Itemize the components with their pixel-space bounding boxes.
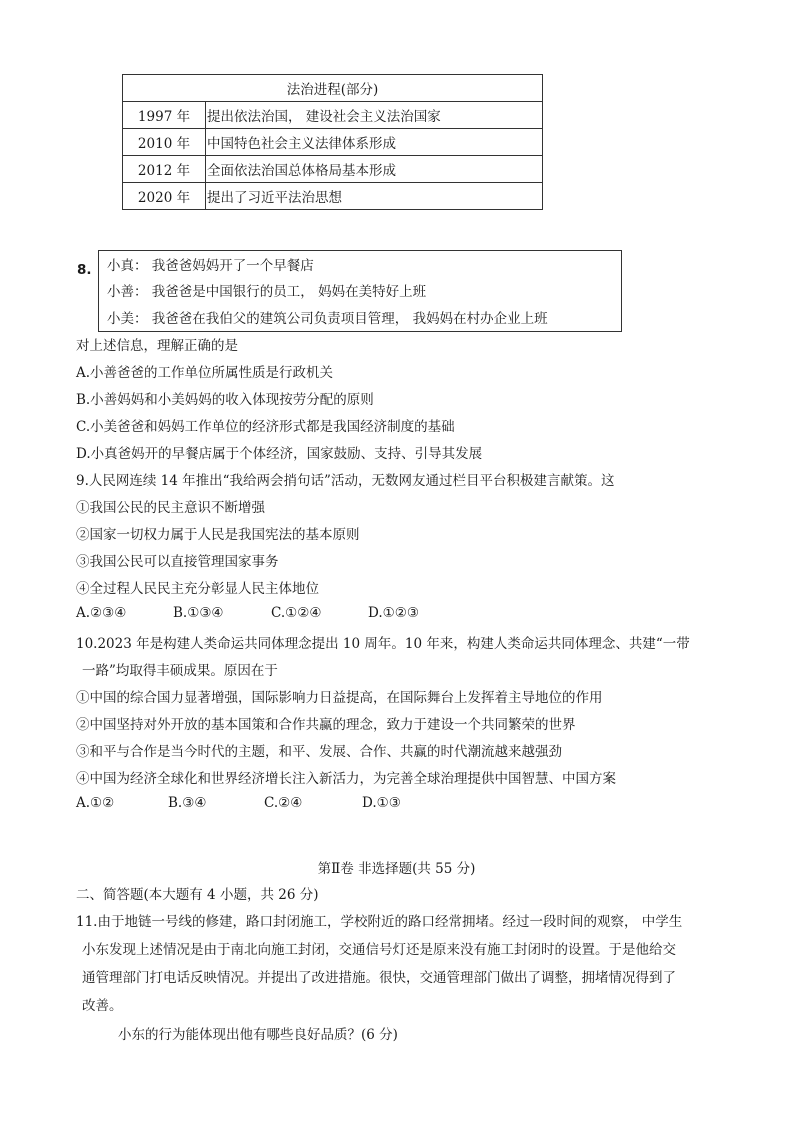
q10-choice-d: D.①③ bbox=[362, 795, 401, 811]
table-year: 2010 年 bbox=[123, 129, 206, 156]
dialogue-line: 小善： 我爸爸是中国银行的员工， 妈妈在美特好上班 bbox=[107, 284, 427, 300]
table-caption: 法治进程(部分) bbox=[123, 75, 543, 102]
q10-statement-1: ①中国的综合国力显著增强，国际影响力日益提高，在国际舞台上发挥着主导地位的作用 bbox=[76, 690, 603, 706]
table-event: 中国特色社会主义法律体系形成 bbox=[206, 129, 543, 156]
table-event: 提出了习近平法治思想 bbox=[206, 183, 543, 210]
dialogue-line: 小真： 我爸爸妈妈开了一个早餐店 bbox=[107, 258, 314, 274]
table-caption-row bbox=[123, 75, 543, 102]
table-year: 2020 年 bbox=[123, 183, 206, 210]
dialogue-line: 小美： 我爸爸在我伯父的建筑公司负责项目管理， 我妈妈在村办企业上班 bbox=[107, 311, 548, 327]
q8-option-d: D.小真爸妈开的早餐店属于个体经济，国家鼓励、支持、引导其发展 bbox=[76, 446, 483, 462]
table-row bbox=[123, 183, 543, 210]
q11-line-3: 通管理部门打电话反映情况。并提出了改进措施。很快，交通管理部门做出了调整，拥堵情况得到了 bbox=[82, 970, 676, 986]
table-row bbox=[123, 129, 543, 156]
q9-statement-3: ③我国公民可以直接管理国家事务 bbox=[76, 554, 279, 570]
table-row bbox=[123, 102, 543, 129]
section-heading: 二、简答题(本大题有 4 小题，共 26 分) bbox=[76, 887, 319, 903]
table-row bbox=[123, 156, 543, 183]
q10-choice-c: C.②④ bbox=[264, 795, 303, 811]
q9-statement-2: ②国家一切权力属于人民是我国宪法的基本原则 bbox=[76, 527, 360, 543]
table-event: 全面依法治国总体格局基本形成 bbox=[206, 156, 543, 183]
q10-stem-line1: 10.2023 年是构建人类命运共同体理念提出 10 周年。10 年来，构建人类命运共同体理念、共建“一带 bbox=[76, 636, 690, 652]
q10-choice-b: B.③④ bbox=[168, 795, 207, 811]
q9-choice-a: A.②③④ bbox=[76, 605, 127, 621]
q11-line-2: 小东发现上述情况是由于南北向施工封闭，交通信号灯还是原来没有施工封闭时的设置。于是他给交 bbox=[82, 942, 676, 958]
table-event: 提出依法治国， 建设社会主义法治国家 bbox=[206, 102, 543, 129]
q9-choice-d: D.①②③ bbox=[368, 605, 419, 621]
q11-question: 小东的行为能体现出他有哪些良好品质？(6 分) bbox=[118, 1027, 398, 1043]
q9-stem: 9.人民网连续 14 年推出“我给两会捎句话”活动，无数网友通过栏目平台积极建言献策。这 bbox=[76, 473, 615, 489]
q8-option-a: A.小善爸爸的工作单位所属性质是行政机关 bbox=[76, 365, 334, 381]
q10-statement-4: ④中国为经济全球化和世界经济增长注入新活力，为完善全球治理提供中国智慧、中国方案 bbox=[76, 771, 616, 787]
q9-choice-c: C.①②④ bbox=[271, 605, 322, 621]
law-progress-table bbox=[122, 74, 543, 210]
q8-stem: 对上述信息，理解正确的是 bbox=[76, 338, 238, 354]
q8-dialogue-box bbox=[98, 250, 622, 332]
table-year: 1997 年 bbox=[123, 102, 206, 129]
q9-statement-4: ④全过程人民民主充分彰显人民主体地位 bbox=[76, 581, 319, 597]
q9-statement-1: ①我国公民的民主意识不断增强 bbox=[76, 500, 265, 516]
section-title: 第Ⅱ卷 非选择题(共 55 分) bbox=[317, 861, 476, 877]
q10-choice-a: A.①② bbox=[76, 795, 115, 811]
q8-option-b: B.小善妈妈和小美妈妈的收入体现按劳分配的原则 bbox=[76, 392, 374, 408]
q10-statement-2: ②中国坚持对外开放的基本国策和合作共赢的理念，致力于建设一个共同繁荣的世界 bbox=[76, 717, 576, 733]
q9-choice-b: B.①③④ bbox=[173, 605, 224, 621]
q10-stem-line2: 一路”均取得丰硕成果。原因在于 bbox=[82, 663, 278, 679]
q10-statement-3: ③和平与合作是当今时代的主题，和平、发展、合作、共赢的时代潮流越来越强劲 bbox=[76, 744, 562, 760]
q11-line-1: 11.由于地链一号线的修建，路口封闭施工，学校附近的路口经常拥堵。经过一段时间的观察， 中学生 bbox=[76, 914, 683, 930]
q8-number: 8. bbox=[77, 262, 92, 278]
q11-line-4: 改善。 bbox=[82, 998, 123, 1014]
q8-option-c: C.小美爸爸和妈妈工作单位的经济形式都是我国经济制度的基础 bbox=[76, 419, 455, 435]
table-year: 2012 年 bbox=[123, 156, 206, 183]
